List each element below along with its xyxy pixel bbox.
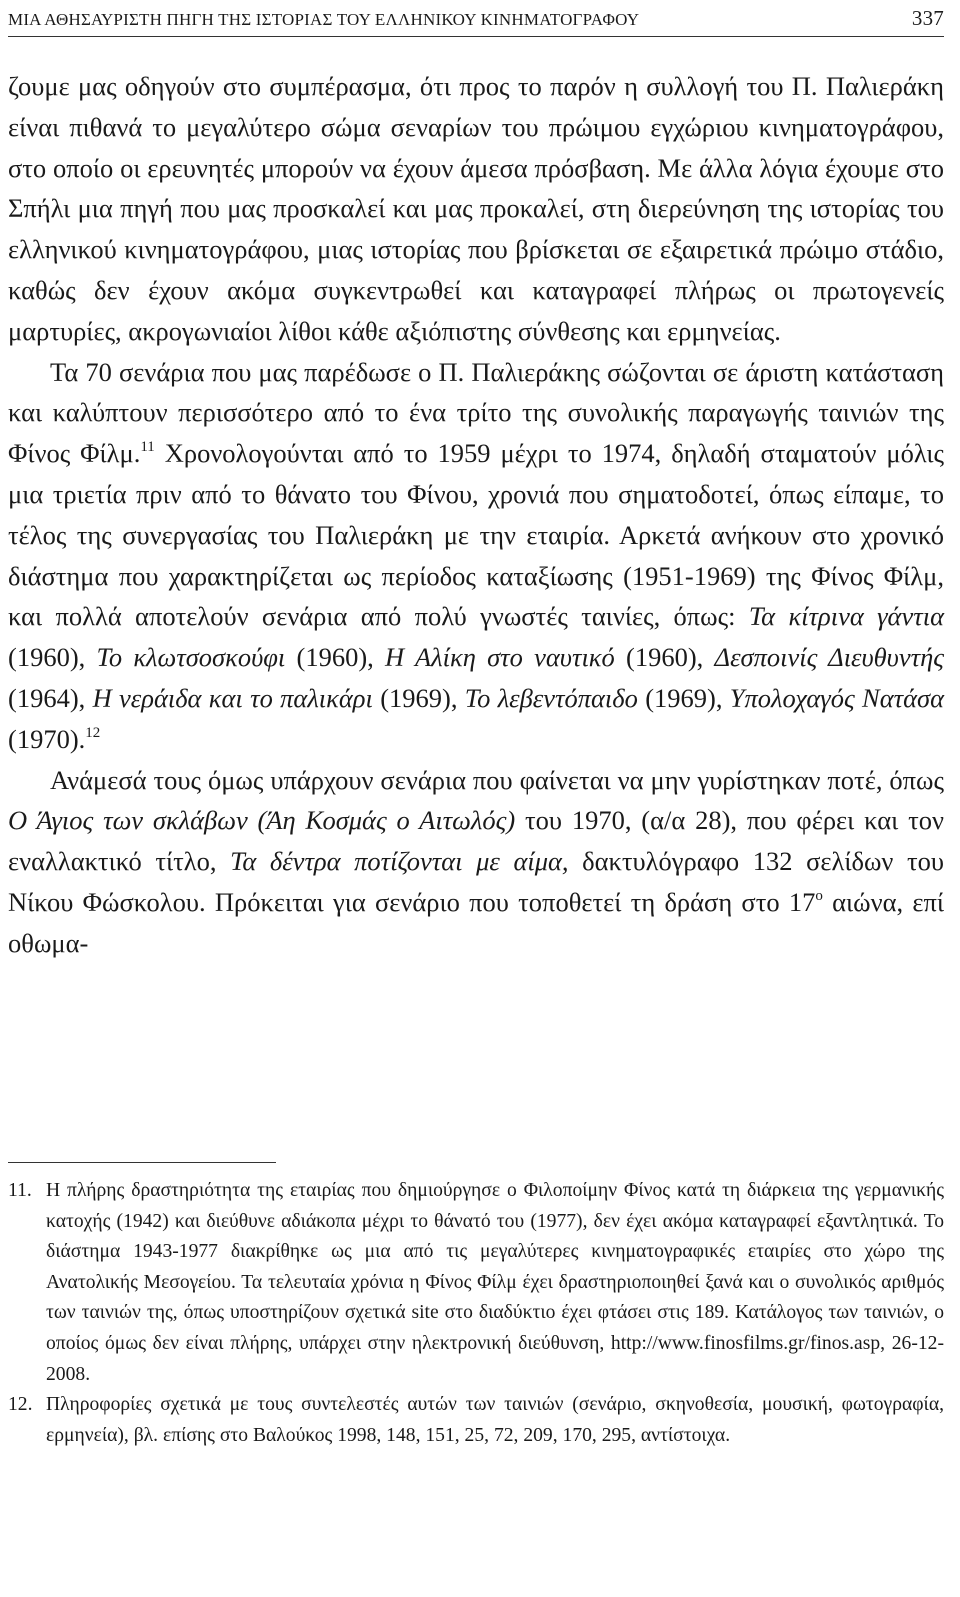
footnote-text: Πληροφορίες σχετικά με τους συντελεστές αυτών των ταινιών (σενάριο, σκηνοθεσία, μουσική, φωτογραφία, ερμηνεία), βλ. επίσης στο Βαλούκος 1998, 148, 151, 25, 72, 209, 170, 295, αντίστοιχα. [46, 1394, 944, 1446]
p3-text-a: Ανάμεσά τους όμως υπάρχουν σενάρια που φαίνεται να μην γυρίστηκαν ποτέ, όπως [50, 764, 944, 795]
header-rule [8, 36, 944, 37]
p2-text-d: (1960), [285, 642, 386, 673]
footnotes [8, 1176, 944, 1451]
p3-text-d: αιώνα, επί οθωμα- [8, 886, 944, 958]
paragraph-2 [8, 352, 944, 760]
running-header [8, 6, 944, 30]
footnote-separator [8, 1162, 276, 1163]
book-page [8, 0, 944, 1597]
film-title-7: Υπολοχαγός Νατάσα [729, 682, 944, 713]
footnote-11 [8, 1176, 944, 1390]
film-title-2: Το κλωτσοσκούφι [96, 642, 286, 673]
script-alt-title: Τα δέντρα ποτίζονται με αίμα, [230, 846, 569, 877]
paragraph-1: ζουμε μας οδηγούν στο συμπέρασμα, ότι προς το παρόν η συλλογή του Π. Παλιεράκη είναι πιθανά το μεγαλύτερο σώμα σεναρίων του πρώιμου εγχώριου κινηματογράφου, στο οποίο οι ερευνητές μπορούν να έχουν άμεσα πρόσβαση. Με άλλα λόγια έχουμε στο Σπήλι μια πηγή που μας προσκαλεί και μας προκαλεί, στη διερεύνηση της ιστορίας του ελληνικού κινηματογράφου, μιας ιστορίας που βρίσκεται σε εξαιρετικά πρώιμο στάδιο, καθώς δεν έχουν ακόμα συγκεντρωθεί και καταγραφεί πλήρως οι πρωτογενείς μαρτυρίες, ακρογωνιαίοι λίθοι κάθε αξιόπιστης σύνθεσης και ερμηνείας. [8, 71, 944, 346]
script-title-1: Ο Άγιος των σκλάβων (Άη Κοσμάς ο Αιτωλός) [8, 805, 516, 836]
p2-text-g: (1969), [372, 682, 465, 713]
footnote-12 [8, 1390, 944, 1451]
footnote-number: 12. [8, 1394, 33, 1416]
p2-text-h: (1969), [637, 682, 730, 713]
p2-text-i: (1970). [8, 723, 86, 754]
p2-text-f: (1964), [8, 682, 93, 713]
paragraph-3 [8, 760, 944, 964]
page-number: 337 [911, 6, 944, 30]
p2-text-b: Χρονολογούνται από το 1959 μέχρι το 1974, δηλαδή σταματούν μόλις μια τριετία πριν από το θάνατο του Φίνου, χρονιά που σηματοδοτεί, όπως είπαμε, το τέλος της συνεργασίας του Παλιεράκη με την εταιρία. Αρκετά ανήκουν στο χρονικό διάστημα που χαρακτηρίζεται ως περίοδος καταξίωσης (1951-1969) της Φίνος Φίλμ, και πολλά αποτελούν σενάρια από πολύ γνωστές ταινίες, όπως: [8, 438, 944, 632]
footnote-text: Η πλήρης δραστηριότητα της εταιρίας που δημιούργησε ο Φιλοποίμην Φίνος κατά τη διάρκεια της γερμανικής κατοχής (1942) και διεύθυνε αδιάκοπα μέχρι το θάνατό του (1977), δεν έχει ακόμα καταγραφεί εξαντλητικά. Το διάστημα 1943-1977 διακρίθηκε ως μια από τις μεγαλύτερες κινηματογραφικές εταιρίες στο χώρο της Ανατολικής Μεσογείου. Τα τελευταία χρόνια η Φίνος Φίλμ έχει δραστηριοποιηθεί ξανά και ο συνολικός αριθμός των ταινιών της, όπως υποστηρίζουν σχετικά site στο διαδύκτιο έχει φτάσει στις 189. Κατάλογος των ταινιών, ο οποίος όμως δεν είναι πλήρης, υπάρχει στην ηλεκτρονική διεύθυνση, http://www.finosfilms.gr/finos.asp, 26-12-2008. [46, 1180, 944, 1385]
p3-text-c: δακτυλόγραφο 132 σελίδων του Νίκου Φώσκολου. Πρόκειται για σενάριο που τοποθετεί τη δράση στο 17 [8, 846, 944, 917]
p2-text-c: (1960), [8, 642, 97, 673]
running-title: ΜΙΑ ΑΘΗΣΑΥΡΙΣΤΗ ΠΗΓΗ ΤΗΣ ΙΣΤΟΡΙΑΣ ΤΟΥ ΕΛΛΗΝΙΚΟΥ ΚΙΝΗΜΑΤΟΓΡΑΦΟΥ [8, 10, 640, 29]
film-title-6: Το λεβεντόπαιδο [464, 682, 638, 713]
p2-text-e: (1960), [614, 642, 715, 673]
film-title-1: Τα κίτρινα γάντια [748, 601, 944, 632]
p2-text-a: Τα 70 σενάρια που μας παρέδωσε ο Π. Παλιεράκης σώζονται σε άριστη κατάσταση και καλύπτουν περισσότερο από το ένα τρίτο της συνολικής παραγωγής ταινιών της Φίνος Φίλμ. [8, 356, 944, 469]
p3-text-b: του 1970, (α/α 28), που φέρει και τον εναλλακτικό τίτλο, [8, 805, 944, 877]
footnote-ref-12[interactable]: 12 [85, 724, 101, 741]
ordinal-superscript: ο [815, 887, 823, 904]
footnote-ref-11[interactable]: 11 [140, 439, 155, 456]
film-title-4: Δεσποινίς Διευθυντής [714, 642, 944, 673]
film-title-3: Η Αλίκη στο ναυτικό [385, 642, 615, 673]
body-text [8, 66, 944, 964]
film-title-5: Η νεράιδα και το παλικάρι [92, 682, 373, 713]
footnote-number: 11. [8, 1180, 32, 1201]
